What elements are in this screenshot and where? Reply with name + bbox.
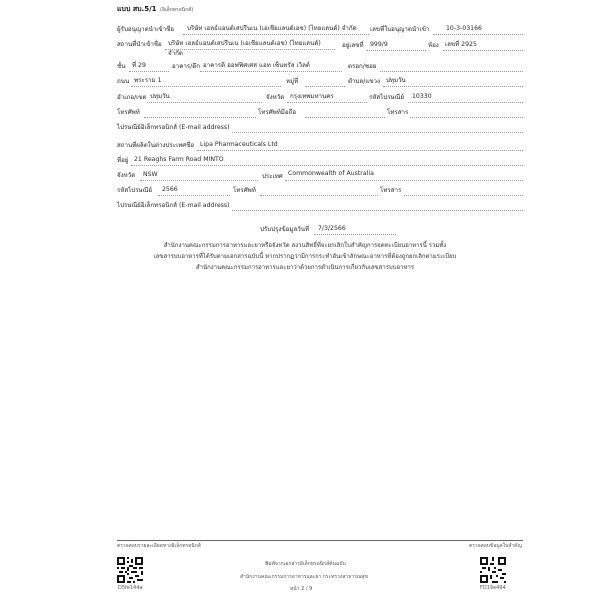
- soi-label: ตรอก/ซอย: [348, 63, 377, 70]
- address-no-value: 999/9: [370, 41, 388, 48]
- statement-line: เลขสารบบอาหารที่ได้รับตามเอกสารฉบับนี้ หากปรากฏว่ามีการกระทำอันเข้าลักษณะอาหารที่ต้องถูกยกเลิกตามระเบียบ: [153, 253, 457, 260]
- floor-label: ชั้น: [117, 63, 126, 70]
- print-line: พิมพ์จากเอกสารอิเล็กทรอนิกส์ต้นฉบับ: [265, 561, 346, 567]
- dotted-line: [144, 117, 256, 118]
- dotted-line: [305, 86, 345, 87]
- mobile-label: โทรศัพท์มือถือ: [258, 109, 297, 116]
- room-label: ห้อง: [428, 42, 439, 49]
- dotted-line: [147, 102, 262, 103]
- code-left: D5fe144a: [118, 585, 143, 591]
- footer-rule: [117, 540, 523, 541]
- dotted-line: [131, 86, 281, 87]
- dotted-line: [287, 102, 367, 103]
- dotted-line: [129, 71, 169, 72]
- dotted-line: [165, 49, 335, 50]
- address-no-label: อยู่เลขที่: [342, 42, 364, 49]
- dotted-line: [433, 34, 523, 35]
- dotted-line: [158, 195, 230, 196]
- mfr-postcode-value: 2566: [162, 186, 178, 193]
- dotted-line: [285, 180, 523, 181]
- qr-code-left-icon[interactable]: [117, 557, 143, 583]
- importer-name-label: ผู้รับอนุญาตนำเข้าชื่อ: [117, 26, 175, 33]
- dotted-line: [260, 195, 378, 196]
- dotted-line: [197, 150, 523, 151]
- license-label: เลขที่ใบอนุญาตนำเข้า: [370, 26, 430, 33]
- qr-code-right-icon[interactable]: [480, 557, 506, 583]
- postcode-value: 10330: [412, 93, 432, 100]
- room-value: เลขที่ 2925: [445, 41, 477, 48]
- floor-value: ที่ 29: [132, 62, 146, 69]
- subdistrict-label: ตำบล/แขวง: [348, 78, 381, 85]
- place-label: สถานที่นำเข้าชื่อ: [117, 41, 162, 48]
- mfr-country-value: Commonwealth of Australia: [288, 170, 374, 177]
- dotted-line: [443, 50, 523, 51]
- road-label: ถนน: [117, 78, 130, 85]
- province-label: จังหวัด: [266, 94, 285, 101]
- dotted-line: [380, 71, 523, 72]
- building-value: อาคารดิ ออฟฟิศเศส แอท เซ็นทรัล เวิลด์: [203, 62, 310, 69]
- mfr-state-label: จังหวัด: [117, 172, 136, 179]
- statement-line: สำนักงานคณะกรรมการอาหารและยาหรือจังหวัด สงวนสิทธิ์ที่จะยกเลิกใบสำคัญการจดทะเบียนอาหารนี้ รวมทั้ง: [163, 242, 447, 249]
- dotted-line: [131, 165, 523, 166]
- verify-right-label: ตรวจสอบข้อมูลใบสำคัญ: [469, 543, 522, 549]
- dotted-line: [410, 117, 523, 118]
- mfr-country-label: ประเทศ: [262, 173, 283, 180]
- district-label: อำเภอ/เขต: [117, 94, 147, 101]
- mfr-fax-label: โทรสาร: [380, 187, 402, 194]
- dotted-line: [232, 132, 523, 133]
- road-value: พระราม 1: [134, 77, 162, 84]
- dotted-line: [383, 86, 523, 87]
- dotted-line: [232, 210, 523, 211]
- verify-left-label: ตรวจสอบรายละเอียดทางอิเล็กทรอนิกส์: [117, 543, 201, 549]
- subdistrict-value: ปทุมวัน: [386, 77, 406, 84]
- building-label: อาคาร/ตึก: [172, 63, 200, 70]
- agency-line: สำนักงานคณะกรรมการอาหารและยา กระทรวงสาธารณสุข: [240, 574, 368, 580]
- dotted-line: [408, 102, 523, 103]
- place-value-2: จำกัด: [168, 50, 183, 57]
- statement-paragraph: [120, 240, 490, 273]
- code-right: FD19e494: [480, 585, 506, 591]
- update-value: 7/3/2566: [318, 225, 346, 232]
- fax-label: โทรสาร: [387, 109, 409, 116]
- district-value: ปทุมวัน: [150, 93, 170, 100]
- mfr-name-value: Lipa Pharmaceuticals Ltd: [200, 141, 278, 148]
- dotted-line: [314, 234, 396, 235]
- mfr-email-label: ไปรษณีย์อิเล็กทรอนิกส์ (E-mail address): [117, 202, 230, 209]
- postcode-label: รหัสไปรษณีย์: [369, 94, 404, 101]
- form-code-note: (อิเล็กทรอนิกส์): [160, 7, 194, 13]
- email-label: ไปรษณีย์อิเล็กทรอนิกส์ (E-mail address): [117, 124, 230, 131]
- dotted-line: [366, 50, 426, 51]
- dotted-line: [404, 195, 523, 196]
- mfr-address-label: ที่อยู่: [117, 157, 129, 164]
- dotted-line: [305, 117, 385, 118]
- dotted-line: [200, 71, 342, 72]
- mfr-address-value: 21 Reaghs Farm Road MINTO: [134, 156, 224, 163]
- license-value: 10-3-03166: [446, 25, 482, 32]
- importer-name-value: บริษัท เฮลธ์แอนด์เสปรีนเน (เอเชียแลนด์เอช) (ไทยแลนด์) จำกัด: [187, 25, 357, 32]
- mfr-postcode-label: รหัสไปรษณีย์: [117, 187, 152, 194]
- dotted-line: [183, 34, 369, 35]
- mfr-state-value: NSW: [143, 171, 158, 178]
- mfr-phone-label: โทรศัพท์: [233, 187, 256, 194]
- form-code: แบบ สบ.5/1: [117, 5, 157, 13]
- update-label: ปรับปรุงข้อมูลวันที่: [260, 226, 310, 233]
- moo-label: หมู่ที่: [286, 78, 299, 85]
- page-number: หน้า 2 / 9: [290, 586, 313, 592]
- province-value: กรุงเทพมหานคร: [290, 93, 334, 100]
- phone-label: โทรศัพท์: [117, 109, 140, 116]
- place-value: บริษัท เฮลธ์แอนด์เสปรีนเน (เอเชียแลนด์เอช) (ไทยแลนด์): [168, 40, 321, 47]
- mfr-name-label: สถานที่ผลิตในต่างประเทศชื่อ: [117, 142, 195, 149]
- statement-line: สำนักงานคณะกรรมการอาหารและยาว่าด้วยการดำเนินการเกี่ยวกับเลขสารบบอาหาร: [195, 264, 415, 271]
- dotted-line: [140, 180, 258, 181]
